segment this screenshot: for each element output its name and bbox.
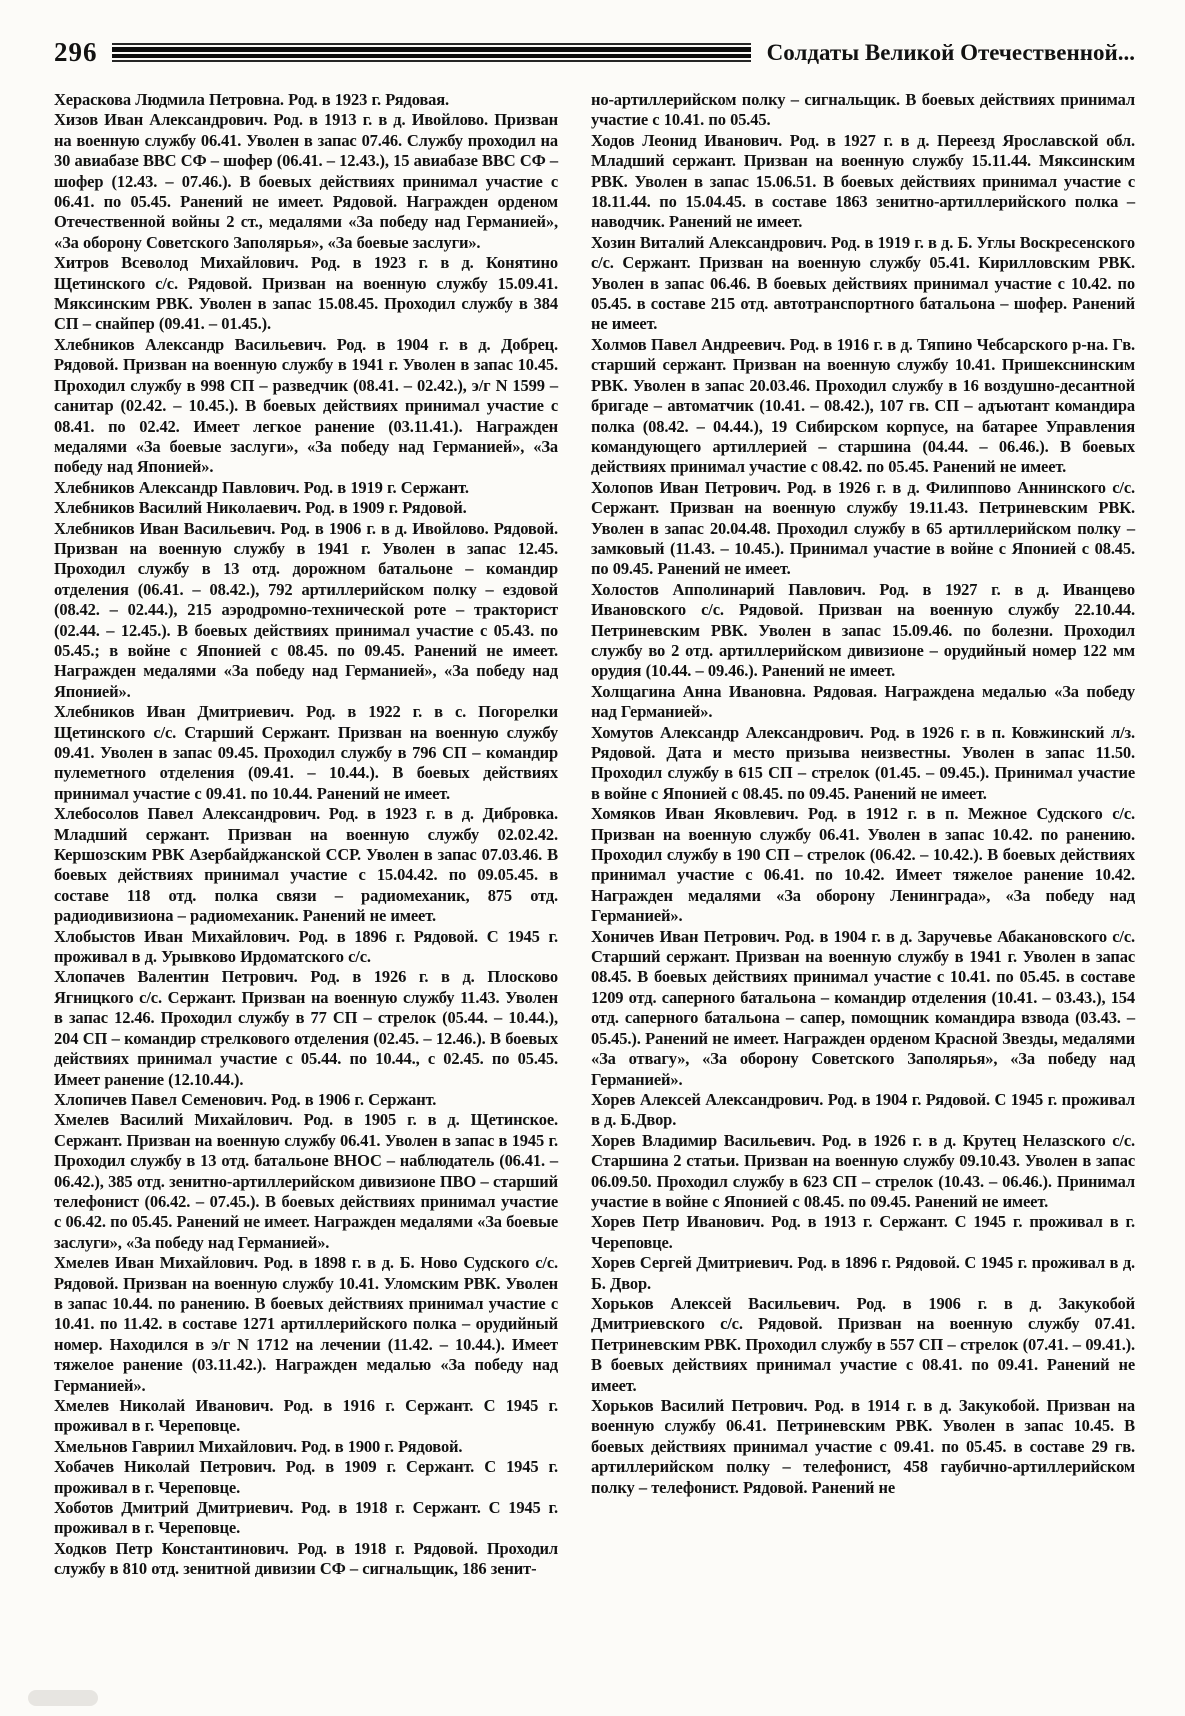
entry-paragraph: Холмов Павел Андреевич. Род. в 1916 г. в д. Тяпино Чебсарского р-на. Гв. старший сержант. Призван на военную службу 10.41. Пришекснинским РВК. Уволен в запас 20.03.46. Проходил службу в 16 воздушно-десантной бригаде – автоматчик (10.41. – 08.42.), 107 гв. СП – адъютант командира полка (08.42. – 04.44.), 19 Сибирском корпусе, на батарее Управления командующего артиллерией – старшина (04.44. – 06.46.). В боевых действиях принимал участие с 08.42. по 05.45. Ранений не имеет. xyxy=(591,334,1135,477)
entry-paragraph: Хлебосолов Павел Александрович. Род. в 1923 г. в д. Дибровка. Младший сержант. Призван на военную службу 02.02.42. Кершозским РВК Азербайджанской ССР. Уволен в запас 07.03.46. В боевых действиях принимал участие с 15.04.42. по 09.05.45. в составе 118 отд. полка связи – радиомеханик, 875 отд. радиодивизиона – радиомеханик. Ранений не имеет. xyxy=(54,804,558,926)
left-column xyxy=(54,90,558,1580)
entry-paragraph: Хорев Петр Иванович. Род. в 1913 г. Сержант. С 1945 г. проживал в г. Череповце. xyxy=(591,1212,1135,1252)
entry-paragraph: Хорев Сергей Дмитриевич. Род. в 1896 г. Рядовой. С 1945 г. проживал в д. Б. Двор. xyxy=(591,1253,1135,1293)
entry-paragraph: Хлебников Василий Николаевич. Род. в 1909 г. Рядовой. xyxy=(54,498,467,518)
entry-paragraph: Хорев Владимир Васильевич. Род. в 1926 г. в д. Крутец Нелазского с/с. Старшина 2 статьи. Призван на военную службу 09.10.43. Уволен в запас 06.09.50. Проходил службу в 623 СП – стрелок (10.43. – 06.46.). Принимал участие в войне с Японией с 08.45. по 09.45. Ранений не имеет. xyxy=(591,1130,1135,1211)
page-header xyxy=(54,34,1135,70)
entry-paragraph: Хераскова Людмила Петровна. Род. в 1923 г. Рядовая. xyxy=(54,90,449,109)
entry-paragraph: Холопов Иван Петрович. Род. в 1926 г. в д. Филиппово Аннинского с/с. Сержант. Призван на военную службу 19.11.43. Петриневским РВК. Уволен в запас 20.04.48. Проходил службу в 65 артиллерийском полку – замковый (11.43. – 10.45.). Принимал участие в войне с Японией с 08.45. по 09.45. Ранений не имеет. xyxy=(591,477,1135,579)
entry-paragraph: Хмельнов Гавриил Михайлович. Род. в 1900 г. Рядовой. xyxy=(54,1436,463,1456)
entry-paragraph: Хобачев Николай Петрович. Род. в 1909 г. Сержант. С 1945 г. проживал в г. Череповце. xyxy=(54,1457,558,1497)
entry-paragraph: Хмелев Иван Михайлович. Род. в 1898 г. в д. Б. Ново Судского с/с. Рядовой. Призван на военную службу 10.41. Уломским РВК. Уволен в запас 10.44. по ранению. В боевых действиях принимал участие с 10.41. по 11.42. в составе 1271 артиллерийского полка – орудийный номер. Находился в э/г N 1712 на лечении (11.42. – 10.44.). Имеет тяжелое ранение (03.11.42.). Награжден медалью «За победу над Германией». xyxy=(54,1253,558,1395)
entry-paragraph: Хитров Всеволод Михайлович. Род. в 1923 г. в д. Конятино Щетинского с/с. Рядовой. Призван на военную службу 15.09.41. Мяксинским РВК. Уволен в запас 15.08.45. Проходил службу в 384 СП – снайпер (09.41. – 01.45.). xyxy=(54,253,558,334)
entry-paragraph: Хомутов Александр Александрович. Род. в 1926 г. в п. Ковжинский л/з. Рядовой. Дата и место призыва неизвестны. Уволен в запас 11.50. Проходил службу в 615 СП – стрелок (01.45. – 09.45.). Принимал участие в войне с Японией с 08.45. по 09.45. Ранений не имеет. xyxy=(591,722,1135,803)
entry-paragraph: Хоничев Иван Петрович. Род. в 1904 г. в д. Заручевье Абакановского с/с. Старший сержант. Призван на военную службу в 1941 г. Уволен в запас 08.45. В боевых действиях принимал участие с 10.41. по 05.45. в составе 1209 отд. саперного батальона – командир отделения (10.41. – 03.43.), 154 отд. саперного батальона – сапер, помощник командира взвода (03.43. – 05.45.). Ранений не имеет. Награжден орденом Красной Звезды, медалями «За отвагу», «За оборону Советского Заполярья», «За победу над Германией». xyxy=(591,926,1135,1089)
scan-smudge-artifact xyxy=(28,1690,98,1706)
entry-paragraph: Хизов Иван Александрович. Род. в 1913 г. в д. Ивойлово. Призван на военную службу 06.41. Уволен в запас 07.46. Службу проходил на 30 авиабазе ВВС СФ – шофер (06.41. – 12.43.), 15 авиабазе ВВС СФ – шофер (12.43. – 07.46.). В боевых действиях принимал участие с 06.41. по 05.45. Ранений не имеет. Рядовой. Награжден орденом Отечественной войны 2 ст., медалями «За победу над Германией», «За оборону Советского Заполярья», «За боевые заслуги». xyxy=(54,110,558,252)
text-columns xyxy=(54,90,1135,1580)
entry-paragraph: Хорьков Василий Петрович. Род. в 1914 г. в д. Закукобой. Призван на военную службу 06.41. Петриневским РВК. Уволен в запас 10.45. В боевых действиях принимал участие с 09.41. по 05.45. в составе 29 гв. артиллерийском полку – телефонист, 458 гаубично-артиллерийском полку – телефонист. Рядовой. Ранений не xyxy=(591,1396,1135,1497)
right-column xyxy=(591,90,1135,1580)
entry-paragraph: Хлобыстов Иван Михайлович. Род. в 1896 г. Рядовой. С 1945 г. проживал в д. Урывково Ирдоматского с/с. xyxy=(54,926,558,967)
entry-paragraph: Хомяков Иван Яковлевич. Род. в 1912 г. в п. Межное Судского с/с. Призван на военную службу 06.41. Уволен в запас 10.42. по ранению. Проходил службу в 190 СП – стрелок (06.42. – 10.42.). В боевых действиях принимал участие с 06.41. по 10.42. Имеет тяжелое ранение 10.42. Награжден медалями «За оборону Ленинграда», «За победу над Германией». xyxy=(591,804,1135,926)
entry-paragraph: Хмелев Василий Михайлович. Род. в 1905 г. в д. Щетинское. Сержант. Призван на военную службу 06.41. Уволен в запас в 1945 г. Проходил службу в 13 отд. батальоне ВНОС – наблюдатель (06.41. – 06.42.), 385 отд. зенитно-артиллерийском дивизионе ПВО – старший телефонист (06.42. – 07.45.). В боевых действиях принимал участие с 06.42. по 05.45. Ранений не имеет. Награжден медалями «За боевые заслуги», «За победу над Германией». xyxy=(54,1110,558,1252)
entry-paragraph: Холщагина Анна Ивановна. Рядовая. Награждена медалью «За победу над Германией». xyxy=(591,681,1135,722)
entry-paragraph: Хозин Виталий Александрович. Род. в 1919 г. в д. Б. Углы Воскресенского с/с. Сержант. Призван на военную службу 05.41. Кирилловским РВК. Уволен в запас 06.46. В боевых действиях принимал участие с 10.42. по 05.45. в составе 215 отд. автотранспортного батальона – шофер. Ранений не имеет. xyxy=(591,232,1135,334)
entry-paragraph: Хлебников Иван Дмитриевич. Род. в 1922 г. в с. Погорелки Щетинского с/с. Старший Сержант. Призван на военную службу 09.41. Уволен в запас 09.45. Проходил службу в 796 СП – командир пулеметного отделения (09.41. – 10.44.). В боевых действиях принимал участие с 09.41. по 10.44. Ранений не имеет. xyxy=(54,702,558,803)
entry-paragraph: Хлебников Иван Васильевич. Род. в 1906 г. в д. Ивойлово. Рядовой. Призван на военную службу в 1941 г. Уволен в запас 12.45. Проходил службу в 13 отд. дорожном батальоне – командир отделения (06.41. – 08.42.), 792 артиллерийском полку – ездовой (08.42. – 02.44.), 215 аэродромно-технической роте – тракторист (02.44. – 12.45.). В боевых действиях принимал участие с 05.43. по 05.45.; в войне с Японией с 08.45. по 09.45. Ранений не имеет. Награжден медалями «За победу над Германией», «За победу над Японией». xyxy=(54,518,558,701)
entry-paragraph: Хоботов Дмитрий Дмитриевич. Род. в 1918 г. Сержант. С 1945 г. проживал в г. Череповце. xyxy=(54,1498,558,1538)
entry-paragraph: Хлопачев Валентин Петрович. Род. в 1926 г. в д. Плосково Ягницкого с/с. Сержант. Призван на военную службу 11.43. Уволен в запас 12.46. Проходил службу в 77 СП – стрелок (05.44. – 10.44.), 204 СП – командир стрелкового отделения (02.45. – 12.46.). В боевых действиях принимал участие с 05.44. по 10.44., с 02.45. по 05.45. Имеет ранение (12.10.44.). xyxy=(54,967,558,1089)
entry-paragraph: Хлопичев Павел Семенович. Род. в 1906 г. Сержант. xyxy=(54,1089,437,1109)
page-number: 296 xyxy=(54,36,98,67)
running-title: Солдаты Великой Отечественной... xyxy=(766,39,1135,65)
entry-paragraph: Хмелев Николай Иванович. Род. в 1916 г. Сержант. С 1945 г. проживал в г. Череповце. xyxy=(54,1396,558,1436)
entry-paragraph: но-артиллерийском полку – сигнальщик. В боевых действиях принимал участие с 10.41. по 05.45. xyxy=(591,90,1135,130)
header-divider-rule xyxy=(112,43,751,62)
entry-paragraph: Хорев Алексей Александрович. Род. в 1904 г. Рядовой. С 1945 г. проживал в д. Б.Двор. xyxy=(591,1089,1135,1130)
entry-paragraph: Ходков Петр Константинович. Род. в 1918 г. Рядовой. Проходил службу в 810 отд. зенитной дивизии СФ – сигнальщик, 186 зенит- xyxy=(54,1538,558,1579)
entry-paragraph: Хлебников Александр Павлович. Род. в 1919 г. Сержант. xyxy=(54,477,469,497)
entry-paragraph: Хорьков Алексей Васильевич. Род. в 1906 г. в д. Закукобой Дмитриевского с/с. Рядовой. Призван на военную службу 07.41. Петриневским РВК. Проходил службу в 557 СП – стрелок (07.41. – 09.41.). В боевых действиях принимал участие с 08.41. по 09.41. Ранений не имеет. xyxy=(591,1293,1135,1395)
entry-paragraph: Хлебников Александр Васильевич. Род. в 1904 г. в д. Добрец. Рядовой. Призван на военную службу в 1941 г. Уволен в запас 10.45. Проходил службу в 998 СП – разведчик (08.41. – 02.42.), э/г N 1599 – санитар (02.42. – 10.45.). В боевых действиях принимал участие с 08.41. по 02.42. Имеет легкое ранение (03.11.41.). Награжден медалями «За боевые заслуги», «За победу над Германией», «За победу над Японией». xyxy=(54,334,558,477)
entry-paragraph: Холостов Апполинарий Павлович. Род. в 1927 г. в д. Иванцево Ивановского с/с. Рядовой. Призван на военную службу 22.10.44. Петриневским РВК. Уволен в запас 15.09.46. по болезни. Проходил службу во 2 отд. артиллерийском дивизионе – орудийный номер 122 мм орудия (10.44. – 09.46.). Ранений не имеет. xyxy=(591,579,1135,681)
entry-paragraph: Ходов Леонид Иванович. Род. в 1927 г. в д. Переезд Ярославской обл. Младший сержант. Призван на военную службу 15.11.44. Мяксинским РВК. Уволен в запас 15.06.51. В боевых действиях принимал участие с 18.11.44. по 15.04.45. в составе 1863 зенитно-артиллерийского полка – наводчик. Ранений не имеет. xyxy=(591,130,1135,232)
